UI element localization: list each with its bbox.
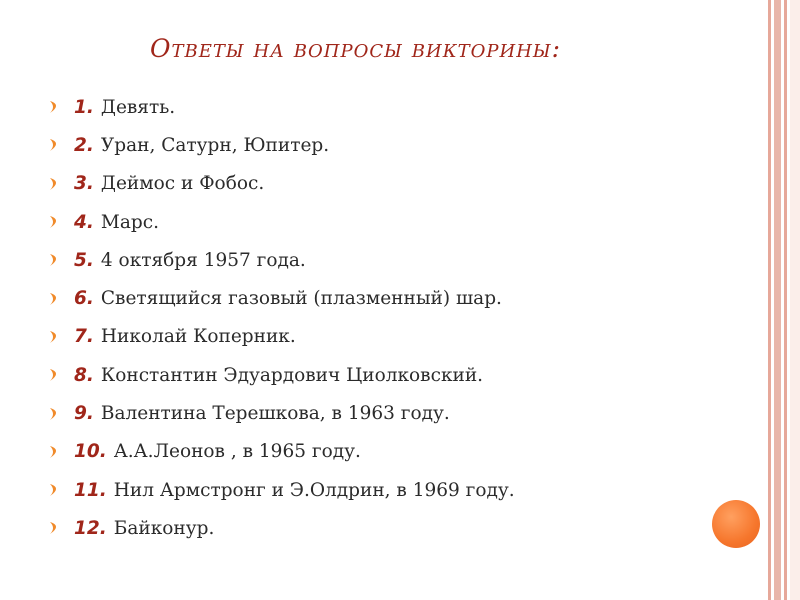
decorative-right-border: [762, 0, 800, 600]
list-item: [48, 203, 515, 241]
list-item: [48, 126, 515, 164]
list-item: [48, 318, 515, 356]
list-item: [48, 433, 515, 471]
answer-number: 10.: [74, 441, 107, 463]
fleuron-bullet-icon: [48, 215, 60, 229]
list-item: [48, 88, 515, 126]
answer-text: Светящийся газовый (плазменный) шар.: [100, 288, 502, 310]
slide-title: Ответы на вопросы викторины:: [150, 34, 562, 63]
fleuron-bullet-icon: [48, 483, 60, 497]
fleuron-bullet-icon: [48, 407, 60, 421]
answer-number: 11.: [74, 479, 107, 501]
answer-text: Николай Коперник.: [100, 326, 296, 348]
answers-list: [48, 88, 515, 548]
list-item: [48, 241, 515, 279]
answer-number: 8.: [74, 364, 94, 386]
answer-number: 12.: [74, 517, 107, 539]
answer-number: 2.: [74, 134, 94, 156]
answer-text: Нил Армстронг и Э.Олдрин, в 1969 году.: [113, 479, 515, 501]
answer-text: Уран, Сатурн, Юпитер.: [100, 134, 330, 156]
answer-text: 4 октября 1957 года.: [100, 249, 306, 271]
list-item: [48, 165, 515, 203]
fleuron-bullet-icon: [48, 100, 60, 114]
decorative-orange-circle: [712, 500, 760, 548]
list-item: [48, 356, 515, 394]
fleuron-bullet-icon: [48, 330, 60, 344]
list-item: [48, 394, 515, 432]
answer-text: Константин Эдуардович Циолковский.: [100, 364, 484, 386]
list-item: [48, 471, 515, 509]
answer-number: 4.: [74, 211, 94, 233]
answer-number: 1.: [74, 96, 94, 118]
fleuron-bullet-icon: [48, 445, 60, 459]
answer-number: 6.: [74, 288, 94, 310]
fleuron-bullet-icon: [48, 521, 60, 535]
answer-text: Девять.: [100, 96, 176, 118]
answer-number: 7.: [74, 326, 94, 348]
answer-number: 5.: [74, 249, 94, 271]
list-item: [48, 279, 515, 317]
fleuron-bullet-icon: [48, 368, 60, 382]
list-item: [48, 509, 515, 547]
answer-text: Деймос и Фобос.: [100, 173, 265, 195]
answer-number: 3.: [74, 173, 94, 195]
answer-text: Марс.: [100, 211, 159, 233]
answer-number: 9.: [74, 403, 94, 425]
fleuron-bullet-icon: [48, 177, 60, 191]
fleuron-bullet-icon: [48, 253, 60, 267]
answer-text: А.А.Леонов , в 1965 году.: [113, 441, 361, 463]
answer-text: Байконур.: [113, 517, 215, 539]
fleuron-bullet-icon: [48, 138, 60, 152]
fleuron-bullet-icon: [48, 292, 60, 306]
answer-text: Валентина Терешкова, в 1963 году.: [100, 403, 450, 425]
